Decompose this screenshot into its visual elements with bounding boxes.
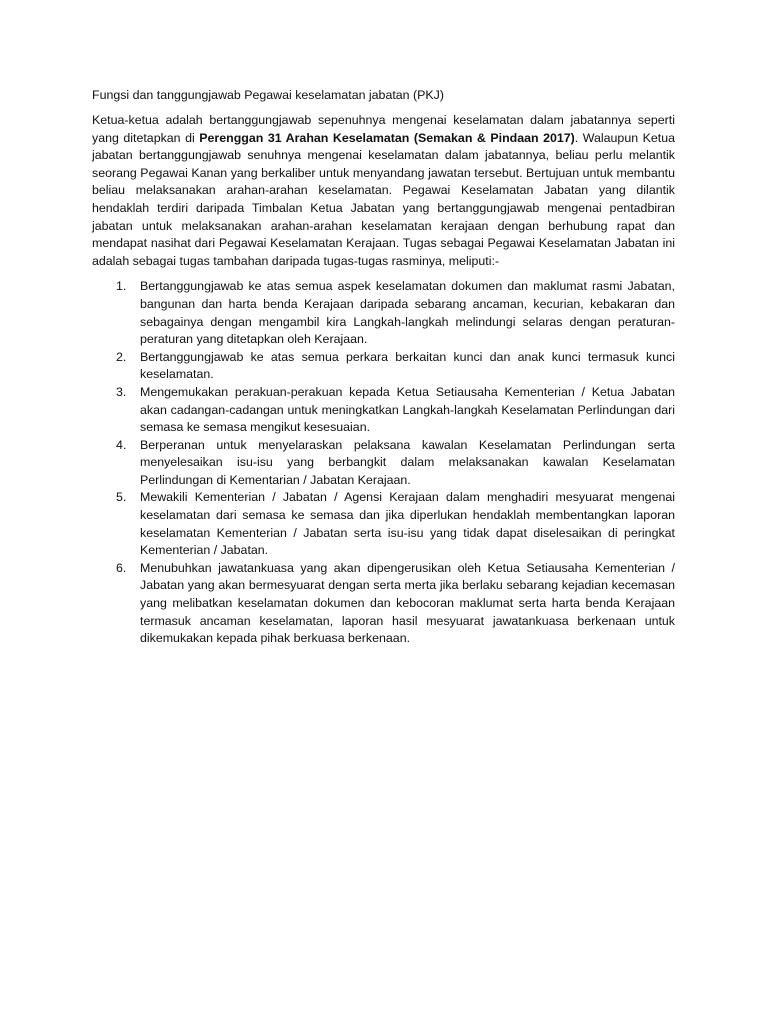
list-item-number: 2. <box>116 349 127 364</box>
duties-list <box>92 278 675 647</box>
list-item-text: Menubuhkan jawatankuasa yang akan dipengerusikan oleh Ketua Setiausaha Kementerian / Jabatan yang akan bermesyuarat dengan serta merta jika berlaku sebarang kejadian kecemasan yang melibatkan keselamatan dokumen dan kebocoran maklumat serta harta benda Kerajaan termasuk ancaman keselamatan, laporan hasil mesyuarat jawatankuasa berkenaan untuk dikemukakan kepada pihak berkuasa berkenaan. <box>140 560 675 646</box>
list-item <box>92 437 675 490</box>
list-item-text: Mengemukakan perakuan-perakuan kepada Ketua Setiausaha Kementerian / Ketua Jabatan akan cadangan-cadangan untuk meningkatkan Langkah-langkah Keselamatan Perlindungan dari semasa ke semasa mengikut kesesuaian. <box>140 384 675 435</box>
list-item <box>92 349 675 384</box>
document-title: Fungsi dan tanggungjawab Pegawai keselamatan jabatan (PKJ) <box>92 88 444 102</box>
intro-text-part2: . Walaupun Ketua jabatan bertanggungjawab senuhnya mengenai keselamatan dalam jabatannya, beliau perlu melantik seorang Pegawai Kanan yang berkaliber untuk menyandang jawatan tersebut. Bertujuan untuk membantu beliau melaksanakan arahan-arahan keselamatan. Pegawai Keselamatan Jabatan yang dilantik hendaklah terdiri daripada Timbalan Ketua Jabatan yang bertanggungjawab mengenai pentadbiran jabatan untuk melaksanakan arahan-arahan keselamatan kerajaan dengan berhubung rapat dan mendapat nasihat dari Pegawai Keselamatan Kerajaan. Tugas sebagai Pegawai Keselamatan Jabatan ini adalah sebagai tugas tambahan daripada tugas-tugas rasminya, meliputi:- <box>92 130 675 268</box>
list-item <box>92 278 675 348</box>
list-item-number: 1. <box>116 279 127 294</box>
intro-paragraph <box>92 112 675 270</box>
list-item-number: 4. <box>116 437 127 452</box>
list-item <box>92 384 675 437</box>
intro-bold-reference: Perenggan 31 Arahan Keselamatan (Semakan & Pindaan 2017) <box>199 130 575 145</box>
list-item-text: Berperanan untuk menyelaraskan pelaksana kawalan Keselamatan Perlindungan serta menyelesaikan isu-isu yang berbangkit dalam melaksanakan kawalan Keselamatan Perlindungan di Kementarian / Jabatan Kerajaan. <box>140 437 675 487</box>
list-item <box>92 489 675 559</box>
list-item-text: Mewakili Kementerian / Jabatan / Agensi Kerajaan dalam menghadiri mesyuarat mengenai keselamatan dari semasa ke semasa dan jika diperlukan hendaklah membentangkan laporan keselamatan Kementerian / Jabatan serta isu-isu yang tidak dapat diselesaikan di peringkat Kementerian / Jabatan. <box>140 490 675 558</box>
intro-text-part1: Ketua-ketua adalah bertanggungjawab sepenuhnya mengenai keselamatan dalam jabatannya seperti yang ditetapkan di <box>92 113 675 145</box>
list-item-number: 5. <box>116 490 127 505</box>
list-item-text: Bertanggungjawab ke atas semua perkara berkaitan kunci dan anak kunci termasuk kunci keselamatan. <box>140 349 675 382</box>
list-item <box>92 560 675 648</box>
list-item-text: Bertanggungjawab ke atas semua aspek keselamatan dokumen dan maklumat rasmi Jabatan, bangunan dan harta benda Kerajaan daripada sebarang ancaman, kecurian, kebakaran dan sebagainya dengan mengambil kira Langkah-langkah melindungi selaras dengan peraturan-peraturan yang ditetapkan oleh Kerajaan. <box>140 279 675 347</box>
list-item-number: 3. <box>116 384 127 399</box>
list-item-number: 6. <box>116 560 127 575</box>
